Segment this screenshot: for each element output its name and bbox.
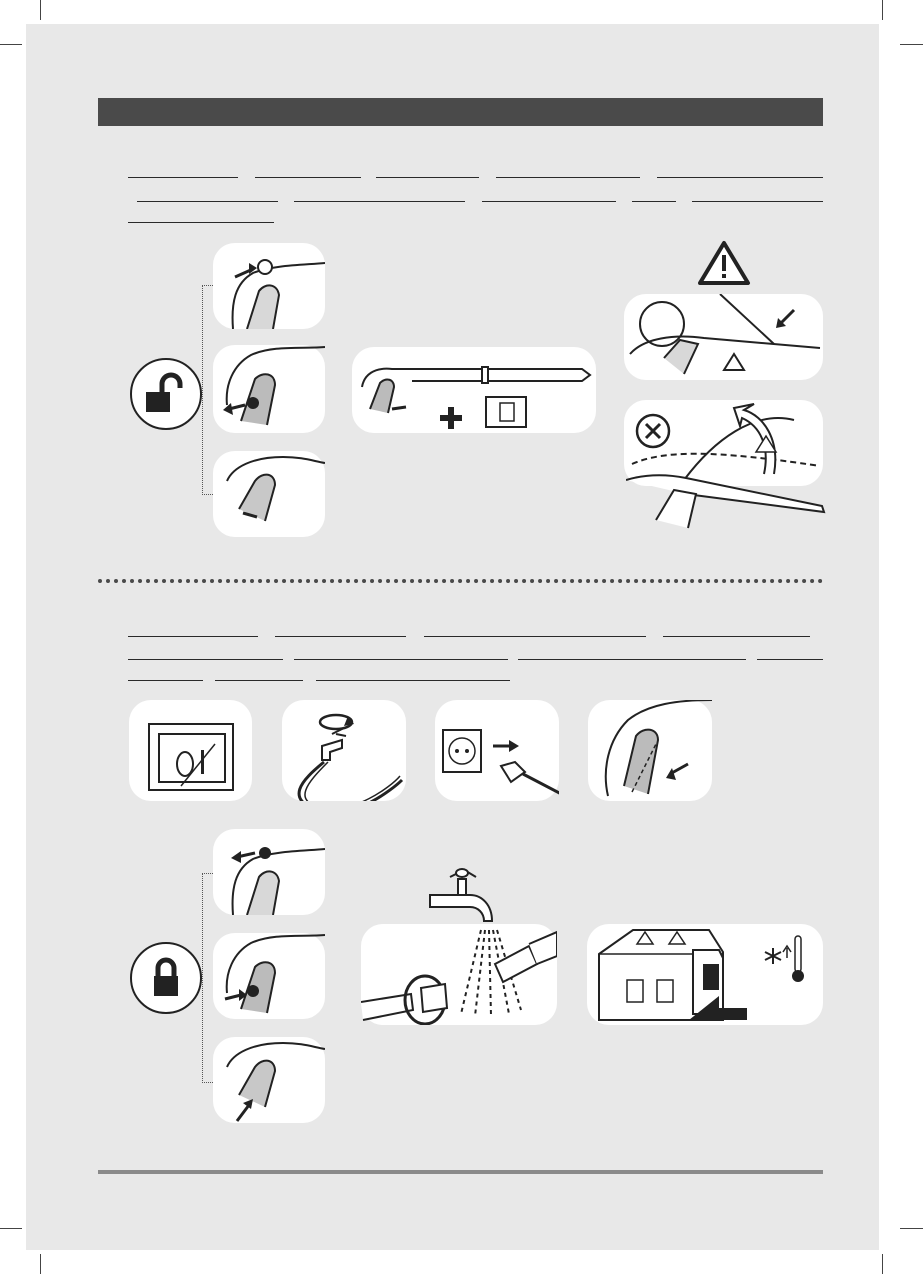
- text-line: [294, 201, 465, 202]
- page-background: [26, 24, 879, 1250]
- section-footer-bar: [98, 1170, 823, 1174]
- text-line: [137, 201, 278, 202]
- text-line: [663, 636, 810, 637]
- section-divider: [98, 579, 823, 583]
- locked-padlock-icon: [130, 942, 202, 1014]
- crop-mark: [0, 1228, 22, 1229]
- text-line: [316, 680, 510, 681]
- trigger-release-card: [213, 243, 325, 329]
- rinse-connectors-card: [361, 924, 557, 1025]
- crop-mark: [0, 44, 22, 45]
- text-line: [215, 680, 303, 681]
- text-line: [128, 659, 283, 660]
- section-header-bar: [98, 98, 823, 126]
- text-line: [496, 177, 640, 178]
- text-line: [692, 201, 823, 202]
- text-line: [757, 659, 823, 660]
- trigger-release-card: [213, 829, 325, 915]
- trigger-unlock-card: [213, 345, 325, 433]
- crop-mark: [882, 0, 883, 20]
- text-line: [518, 659, 746, 660]
- crop-mark: [900, 44, 923, 45]
- crop-mark: [882, 1254, 883, 1274]
- trigger-locked-card: [213, 1037, 325, 1123]
- text-line: [424, 636, 646, 637]
- switch-off-card: [129, 700, 252, 801]
- two-hand-grip-card: [624, 294, 823, 380]
- warning-triangle-icon: [697, 240, 751, 286]
- water-tap-icon: [426, 865, 496, 927]
- unlocked-padlock-icon: [130, 358, 202, 430]
- trigger-lock-card: [213, 933, 325, 1019]
- text-line: [128, 222, 274, 223]
- frost-free-storage-card: [587, 924, 823, 1025]
- text-line: [657, 177, 823, 178]
- trigger-pull-card: [213, 451, 325, 537]
- text-line: [482, 201, 616, 202]
- text-line: [275, 636, 406, 637]
- text-line: [128, 177, 238, 178]
- release-pressure-card: [588, 700, 712, 801]
- text-line: [632, 201, 676, 202]
- crop-mark: [40, 0, 41, 20]
- text-line: [294, 659, 508, 660]
- unplug-card: [435, 700, 559, 801]
- crop-mark: [900, 1228, 923, 1229]
- gun-kickback-illustration: [626, 460, 826, 532]
- text-line: [128, 636, 258, 637]
- text-line: [128, 680, 203, 681]
- text-line: [376, 177, 479, 178]
- close-tap-card: [282, 700, 406, 801]
- crop-mark: [40, 1254, 41, 1274]
- gun-plus-switch-card: [352, 347, 596, 433]
- text-line: [255, 177, 361, 178]
